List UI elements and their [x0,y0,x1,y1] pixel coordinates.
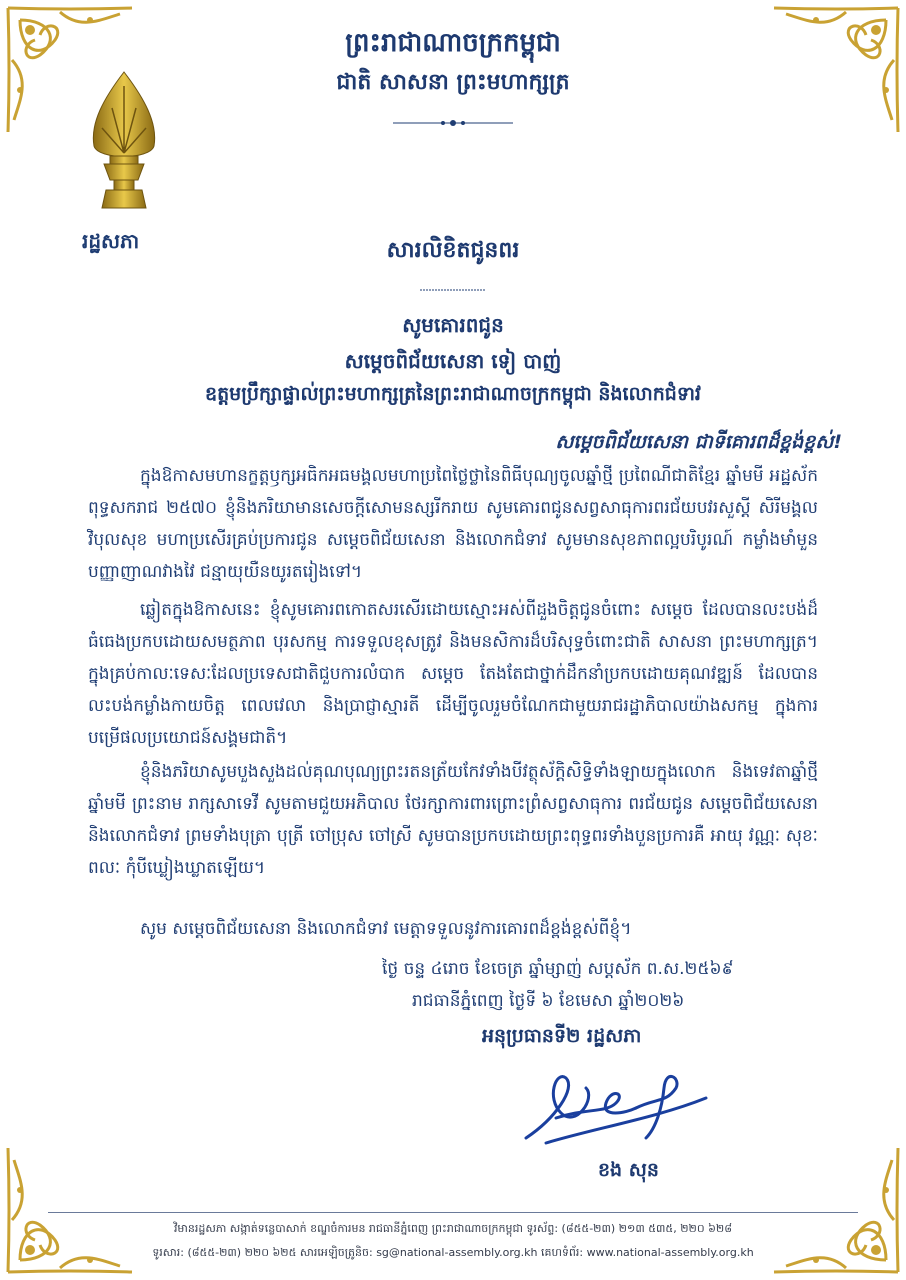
national-motto: ជាតិ សាសនា ព្រះមហាក្សត្រ [336,70,570,95]
recipient-name: សម្តេចពិជ័យសេនា ទៀ បាញ់ [344,349,562,373]
lunar-date: ថ្ងៃ ចន្ទ ៤រោច ខែចេត្រ ឆ្នាំម្សាញ់ សប្តស័ក ព.ស.២៥៦៩ [382,959,734,979]
emblem-label: រដ្ឋសភា [82,229,140,253]
closing-paragraph: សូម សម្តេចពិជ័យសេនា និងលោកជំទាវ មេត្តាទទួលនូវការគោរពដ៏ខ្ពង់ខ្ពស់ពីខ្ញុំ។ [140,919,632,939]
salutation: សូមគោរពជូន [402,313,504,337]
document-title: សារលិខិតជូនពរ [386,238,520,263]
signer-name: ខង សុន [598,1159,659,1181]
solar-date: រាជធានីភ្នំពេញ ថ្ងៃទី ៦ ខែមេសា ឆ្នាំ២០២៦ [412,991,685,1011]
footer-divider [48,1212,858,1213]
divider-ornament-icon [393,118,513,128]
signature-icon [516,1058,716,1158]
body-paragraph: ឆ្លៀតក្នុងឱកាសនេះ ខ្ញុំសូមគោរពកោតសរសើរដោយស្មោះអស់ពីដួងចិត្តជូនចំពោះ សម្តេច ដែលបានលះបង់ដ៏ធំធេងប្រកបដោយសមត្ថភាព បុរសកម្ម ការទទួលខុសត្រូវ និងមនសិការដ៏បរិសុទ្ធចំពោះជាតិ សាសនា ព្រះមហាក្សត្រ។ ក្នុងគ្រប់កាលៈទេសៈដែលប្រទេសជាតិជួបការលំបាក សម្តេច តែងតែជាថ្នាក់ដឹកនាំប្រកបដោយគុណវឌ្ឍន៍ ដែលបានលះបង់កម្លាំងកាយចិត្ត ពេលវេលា និងប្រាជ្ញាស្មារតី ដើម្បីចូលរួមចំណែកជាមួយរាជរដ្ឋាភិបាលយ៉ាងសកម្ម ក្នុងការបម្រើផលប្រយោជន៍សង្គមជាតិ។ [88,600,818,748]
body-paragraph: ក្នុងឱកាសមហានក្ខត្តឫក្សអធិកអធមង្គលមហាប្រពៃថ្លៃថ្លានៃពិធីបុណ្យចូលឆ្នាំថ្មី ប្រពៃណីជាតិខ្មែរ ឆ្នាំមមី អដ្ឋស័ក ពុទ្ធសករាជ ២៥៧០ ខ្ញុំនិងភរិយាមានសេចក្តីសោមនស្សរីករាយ សូមគោរពជូនសព្វសាធុការពរជ័យបវរសួស្តី សិរីមង្គល វិបុលសុខ មហាប្រសើរគ្រប់ប្រការជូន សម្តេចពិជ័យសេនា និងលោកជំទាវ សូមមានសុខភាពល្អបរិបូរណ៍ កម្លាំងមាំមួន បញ្ញាញាណវាងវៃ ជន្មាយុយឺនយូរតរៀងទៅ។ [88,466,818,582]
footer-address: វិមានរដ្ឋសភា សង្កាត់ទន្លេបាសាក់ ខណ្ឌចំការមន រាជធានីភ្នំពេញ ព្រះរាជាណាចក្រកម្ពុជា ទូរស័ព្ទ: (៨៥៥-២៣) ២១៣ ៥៣៥, ២២០ ៦២៨ [173,1222,733,1235]
divider-ornament-icon [420,286,486,294]
recipient-title: ឧត្តមប្រឹក្សាផ្ទាល់ព្រះមហាក្សត្រនៃព្រះរាជាណាចក្រកម្ពុជា និងលោកជំទាវ [205,383,701,405]
body-paragraph: ខ្ញុំនិងភរិយាសូមបួងសួងដល់គុណបុណ្យព្រះរតនត្រ័យកែវទាំងបីវត្ថុស័ក្តិសិទ្ធិទាំងឡាយក្នុងលោក និងទេវតាឆ្នាំថ្មី ឆ្នាំមមី ព្រះនាម រាក្សសាទេវី សូមតាមជួយអភិបាល ថែរក្សាការពារព្រោះព្រំសព្វសាធុការ ពរជ័យជូន សម្តេចពិជ័យសេនា និងលោកជំទាវ ព្រមទាំងបុត្រា បុត្រី ចៅប្រុស ចៅស្រី សូមបានប្រកបដោយព្រះពុទ្ធពរទាំងបួនប្រការគឺ អាយុ វណ្ណៈ សុខៈ ពលៈ កុំបីឃ្លៀងឃ្លាតឡើយ។ [88,762,818,878]
signer-title: អនុប្រធានទី២ រដ្ឋសភា [482,1025,642,1047]
greeting-line: សម្តេចពិជ័យសេនា ជាទីគោរពដ៏ខ្ពង់ខ្ពស់! [555,431,842,453]
kingdom-heading: ព្រះរាជាណាចក្រកម្ពុជា [345,28,561,58]
footer-contact: ទូរសារ: (៨៥៥-២៣) ២២០ ៦២៥ សារអេឡិចត្រូនិច: sg@national-assembly.org.kh គេហទំព័រ: www.national-assembly.org.kh [152,1246,754,1259]
